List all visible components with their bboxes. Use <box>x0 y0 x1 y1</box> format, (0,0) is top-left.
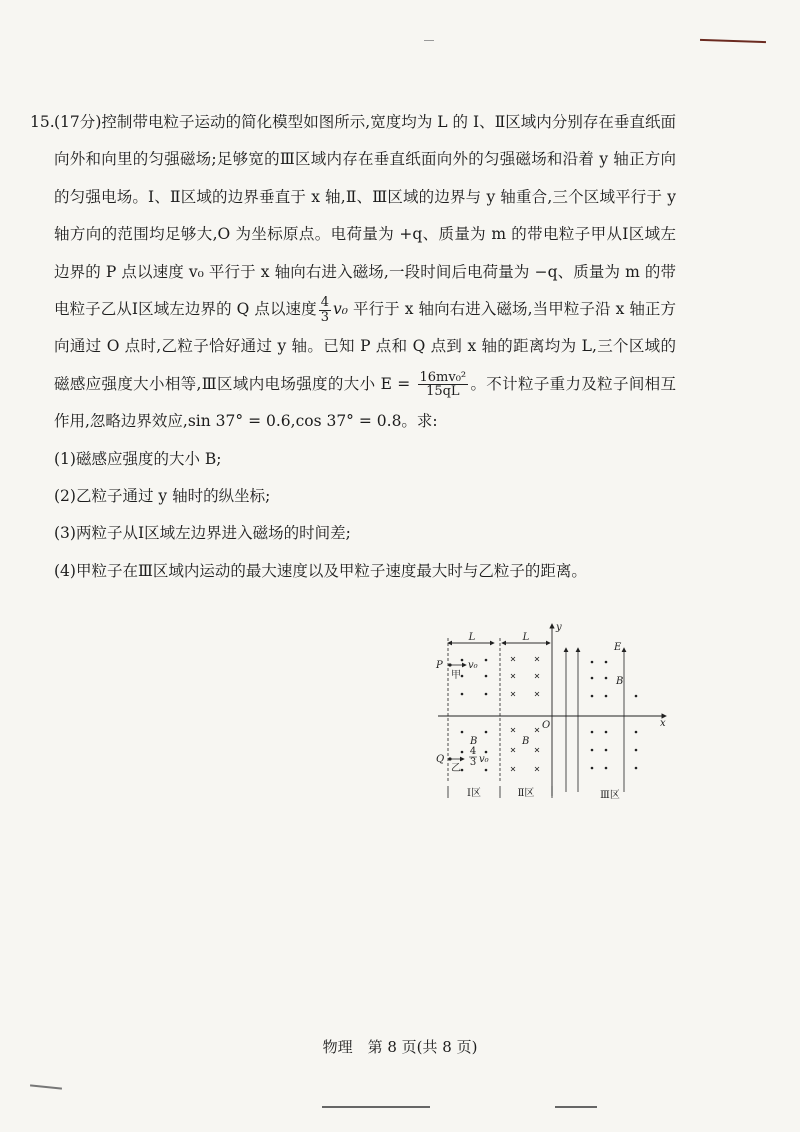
subquestion-4: (4)甲粒子在Ⅲ区域内运动的最大速度以及甲粒子速度最大时与乙粒子的距离。 <box>54 561 587 580</box>
field-diagram-svg <box>434 620 674 804</box>
region-2-label: Ⅱ区 <box>517 788 535 799</box>
scan-mark <box>424 40 434 41</box>
scan-mark <box>322 1106 430 1108</box>
x-axis-label: x <box>660 718 666 729</box>
scan-mark <box>700 39 766 43</box>
origin-label: O <box>542 720 551 731</box>
point-p-label: P <box>436 660 443 671</box>
subquestion-1: (1)磁感应强度的大小 B; <box>54 449 222 468</box>
speed-variable: v₀ <box>333 300 348 319</box>
stem-text-3: 。不计粒子重力及粒子间相互作用,忽略边界效应,sin 37° = 0.6,cos 37° = 0.8。求: <box>54 374 676 431</box>
page-footer: 物理 第 8 页(共 8 页) <box>322 1038 478 1056</box>
width-label-2: L <box>522 632 530 643</box>
particle-yi-label: 乙 <box>451 763 461 774</box>
field-fraction-den: 15qL <box>426 384 460 400</box>
field-fraction <box>418 371 469 399</box>
speed-q-den: 3 <box>469 757 477 768</box>
stem-text: (17分)控制带电粒子运动的简化模型如图所示,宽度均为 L 的 Ⅰ、Ⅱ区域内分别存在垂直纸面向外和向里的匀强磁场;足够宽的Ⅲ区域内存在垂直纸面向外的匀强磁场和沿着 y 轴正方向的匀强电场。Ⅰ、Ⅱ区域的边界垂直于 x 轴,Ⅱ、Ⅲ区域的边界与 y 轴重合,三个区域平行于 y 轴方向的范围均足够大,O 为坐标原点。电荷量为 +q、质量为 m 的带电粒子甲从Ⅰ区域左边界的 P 点以速度 v₀ 平行于 x 轴向右进入磁场,一段时间后电荷量为 −q、质量为 m 的带电粒子乙从Ⅰ区域左边界的 Q 点以速度 <box>54 113 676 319</box>
speed-fraction-den: 3 <box>320 309 330 325</box>
question-15 <box>30 104 677 590</box>
width-label-1: L <box>468 632 476 643</box>
b-label-1: B <box>470 736 478 747</box>
subquestion-3: (3)两粒子从Ⅰ区域左边界进入磁场的时间差; <box>54 524 351 543</box>
speed-fraction <box>319 296 331 324</box>
b-label-2: B <box>522 736 530 747</box>
stem-text-2: 平行于 x 轴向右进入磁场,当甲粒子沿 x 轴正方向通过 O 点时,乙粒子恰好通过 y 轴。已知 P 点和 Q 点到 x 轴的距离均为 L,三个区域的磁感应强度大小相等,Ⅲ区域内电场强度的大小 E = <box>54 300 677 393</box>
region-3-field-dots <box>591 661 638 770</box>
question-number: 15. <box>30 113 55 131</box>
field-diagram <box>434 620 674 804</box>
region-3-efield-lines <box>566 648 624 792</box>
point-q-label: Q <box>436 754 445 765</box>
field-fraction-num: 16mv₀² <box>419 369 467 385</box>
e-field-label: E <box>614 642 622 653</box>
region-2-field-crosses <box>511 657 539 771</box>
speed-fraction-num: 4 <box>320 294 330 310</box>
subquestion-2: (2)乙粒子通过 y 轴时的纵坐标; <box>54 487 271 506</box>
question-stem <box>30 104 677 441</box>
scan-mark <box>30 1084 62 1089</box>
region-1-label: Ⅰ区 <box>467 788 481 799</box>
region-3-label: Ⅲ区 <box>600 790 620 801</box>
b-label-3: B <box>616 676 624 687</box>
y-axis-label: y <box>556 622 562 633</box>
speed-q-num: 4 <box>469 746 477 757</box>
scan-mark <box>555 1106 597 1108</box>
particle-jia-label: 甲 <box>451 670 461 681</box>
speed-p-label: v₀ <box>468 660 478 671</box>
speed-q-var: v₀ <box>479 754 489 765</box>
